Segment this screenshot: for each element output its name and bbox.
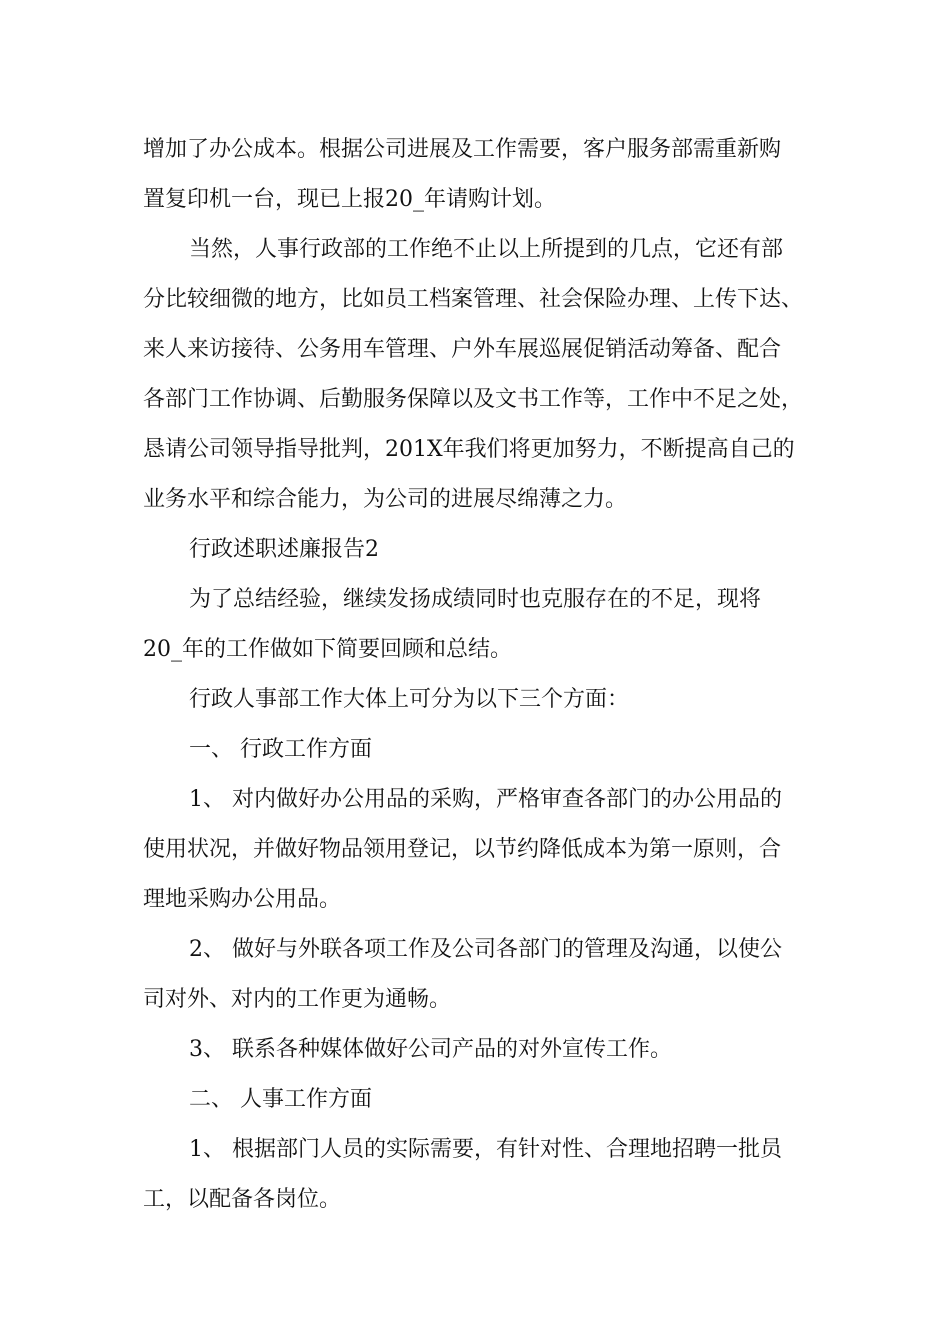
text-line-18: 司对外、对内的工作更为通畅。 xyxy=(143,987,452,1012)
text-line-6: 各部门工作协调、后勤服务保障以及文书工作等，工作中不足之处， xyxy=(143,387,804,412)
text-line-1: 增加了办公成本。根据公司进展及工作需要，客户服务部需重新购 xyxy=(143,137,782,162)
text-line-2: 置复印机一台，现已上报20_年请购计划。 xyxy=(143,187,556,212)
text-line-4: 分比较细微的地方，比如员工档案管理、社会保险办理、上传下达、 xyxy=(143,287,804,312)
text-line-17: 2、 做好与外联各项工作及公司各部门的管理及沟通，以使公 xyxy=(189,937,782,962)
text-line-19: 3、 联系各种媒体做好公司产品的对外宣传工作。 xyxy=(189,1037,672,1062)
section-title: 行政述职述廉报告2 xyxy=(189,537,379,562)
heading-admin-work: 一、 行政工作方面 xyxy=(189,737,372,762)
text-line-8: 业务水平和综合能力，为公司的进展尽绵薄之力。 xyxy=(143,487,628,512)
text-line-16: 理地采购办公用品。 xyxy=(143,887,342,912)
heading-hr-work: 二、 人事工作方面 xyxy=(189,1087,372,1112)
text-line-22: 工，以配备各岗位。 xyxy=(143,1187,342,1212)
text-line-15: 使用状况，并做好物品领用登记，以节约降低成本为第一原则，合 xyxy=(143,837,782,862)
text-line-5: 来人来访接待、公务用车管理、户外车展巡展促销活动筹备、配合 xyxy=(143,337,782,362)
text-line-3: 当然，人事行政部的工作绝不止以上所提到的几点，它还有部 xyxy=(189,237,784,262)
text-line-21: 1、 根据部门人员的实际需要，有针对性、合理地招聘一批员 xyxy=(189,1137,782,1162)
text-line-12: 行政人事部工作大体上可分为以下三个方面： xyxy=(189,687,630,712)
text-line-14: 1、 对内做好办公用品的采购，严格审查各部门的办公用品的 xyxy=(189,787,782,812)
text-line-11: 20_年的工作做如下简要回顾和总结。 xyxy=(143,637,512,662)
text-line-10: 为了总结经验，继续发扬成绩同时也克服存在的不足，现将 xyxy=(189,587,762,612)
text-line-7: 恳请公司领导指导批判，201X年我们将更加努力，不断提高自己的 xyxy=(143,437,795,462)
